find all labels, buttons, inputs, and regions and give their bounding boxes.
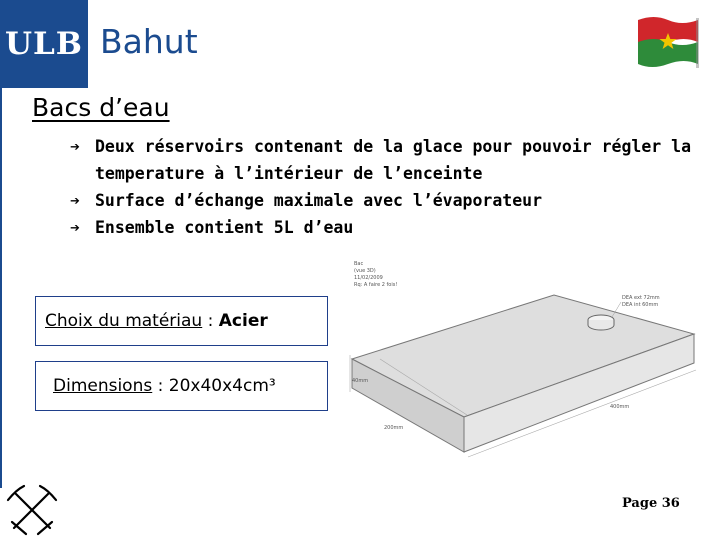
bullet-item bbox=[70, 133, 710, 187]
page-header-title: Bahut bbox=[100, 22, 198, 61]
tank-3d-diagram bbox=[340, 255, 710, 465]
diagram-note: Rq: A faire 2 fois! bbox=[354, 282, 398, 288]
dim-width-label: 200mm bbox=[384, 425, 404, 431]
bullet-text: Ensemble contient 5L d’eau bbox=[95, 218, 354, 237]
crossed-hammers-icon bbox=[4, 480, 60, 536]
bullet-list bbox=[70, 133, 710, 241]
bullet-text: Deux réservoirs contenant de la glace pour pouvoir régler la temperature à l’intérieur de l’enceinte bbox=[95, 137, 692, 183]
callout-label: DEA ext 72mm bbox=[622, 295, 660, 301]
arrow-icon: ➔ bbox=[70, 218, 80, 237]
left-divider bbox=[0, 88, 2, 488]
diagram-note: Bac bbox=[354, 261, 364, 267]
dim-height-label: 40mm bbox=[352, 378, 369, 384]
dimensions-box bbox=[35, 361, 328, 411]
ulb-logo bbox=[0, 0, 88, 88]
dim-length-label: 400mm bbox=[610, 404, 630, 410]
dimensions-label: Dimensions bbox=[53, 376, 153, 396]
callout-label: DEA int 60mm bbox=[622, 302, 659, 308]
bullet-item bbox=[70, 187, 710, 214]
section-title: Bacs d’eau bbox=[32, 93, 170, 122]
logo-text: ULB bbox=[4, 26, 84, 62]
diagram-note: 11/02/2009 bbox=[354, 275, 383, 281]
dimensions-value: 20x40x4cm³ bbox=[168, 376, 276, 396]
arrow-icon: ➔ bbox=[70, 137, 80, 156]
bullet-item bbox=[70, 214, 710, 241]
material-label: Choix du matériau bbox=[45, 311, 203, 331]
material-box bbox=[35, 296, 328, 346]
page-number: Page 36 bbox=[622, 496, 680, 511]
bullet-text: Surface d’échange maximale avec l’évaporateur bbox=[95, 191, 543, 210]
dimensions-separator: : bbox=[152, 376, 169, 396]
material-separator: : bbox=[202, 311, 219, 331]
burkina-faso-flag-icon bbox=[634, 14, 702, 70]
diagram-note: (vue 3D) bbox=[354, 268, 376, 274]
material-value: Acier bbox=[218, 311, 268, 331]
arrow-icon: ➔ bbox=[70, 191, 80, 210]
